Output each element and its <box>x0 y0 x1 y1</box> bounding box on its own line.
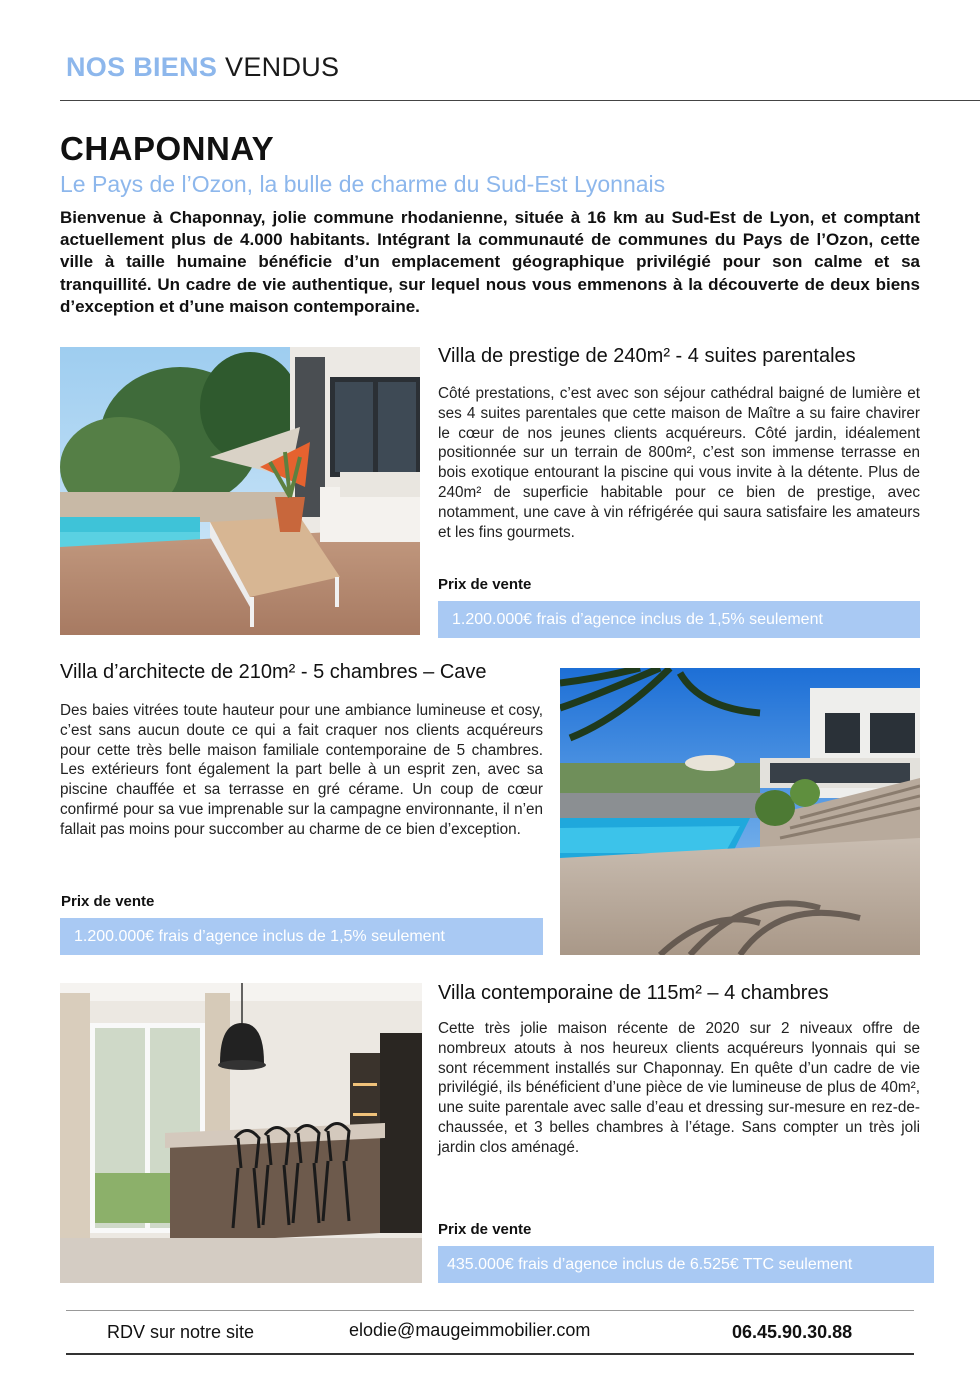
footer-email[interactable]: elodie@maugeimmobilier.com <box>349 1320 591 1340</box>
property-3-title: Villa contemporaine de 115m² – 4 chambres <box>438 982 829 1004</box>
villa-contemporaine-photo <box>60 983 422 1283</box>
footer-site-link[interactable]: RDV sur notre site <box>107 1322 255 1342</box>
property-2-price-label: Prix de vente <box>61 893 155 910</box>
header-accent: NOS BIENS <box>66 52 218 82</box>
page-title: CHAPONNAY <box>60 130 275 167</box>
property-3-description: Cette très jolie maison récente de 2020 sur 2 niveaux offre de nombreux atouts à nos heureux clients acquéreurs lyonnais qui se sont récemment installés sur Chaponnay. En quête d’un cadre de vie privilégié, ils bénéficient d’une pièce de vie lumineuse de plus de 40m², une suite parentale avec salle d’eau et dressing sur-mesure en rez-de-chaussée, et 3 belles chambres à l’étage. Sans compter un très joli jardin clos aménagé. <box>438 1020 920 1156</box>
page-subtitle: Le Pays de l’Ozon, la bulle de charme du Sud-Est Lyonnais <box>60 171 666 197</box>
intro-paragraph: Bienvenue à Chaponnay, jolie commune rhodanienne, située à 16 km au Sud-Est de Lyon, et comptant actuellement plus de 4.000 habitants. Intégrant la communauté de communes du Pays de l’Ozon, cette ville à taille humaine bénéficie d’un emplacement géographique privilégié pour son calme et sa tranquillité. Un cadre de vie authentique, sur lequel nous vous emmenons à la découverte de deux biens d’exception et d’une maison contemporaine. <box>60 208 920 316</box>
property-2-description: Des baies vitrées toute hauteur pour une ambiance lumineuse et cosy, c’est sans aucun doute ce qui a fait craquer nos clients acquéreurs pour cette très belle maison familiale contemporaine de 5 chambres. Les extérieurs font également la part belle à un esprit zen, avec sa piscine chauffée et sa terrasse en gré cérame. Un coup de cœur confirmé pour sa vue imprenable sur la campagne environnante, il n’en fallait pas moins pour succomber au charme de ce bien d’exception. <box>60 702 543 838</box>
footer-divider-top <box>66 1310 914 1311</box>
property-3-price: 435.000€ frais d’agence inclus de 6.525€ TTC seulement <box>438 1246 934 1283</box>
property-2-price: 1.200.000€ frais d’agence inclus de 1,5% seulement <box>60 918 543 955</box>
header-rest: VENDUS <box>225 52 340 82</box>
villa-prestige-photo <box>60 347 420 635</box>
property-1-title: Villa de prestige de 240m² - 4 suites parentales <box>438 345 856 367</box>
villa-architecte-photo <box>560 668 920 955</box>
property-2-title: Villa d’architecte de 210m² - 5 chambres – Cave <box>60 661 487 683</box>
footer-divider <box>66 1353 914 1355</box>
footer-phone[interactable]: 06.45.90.30.88 <box>732 1322 853 1342</box>
header-divider <box>60 100 980 101</box>
property-1-price-label: Prix de vente <box>438 576 532 593</box>
property-3-price-label: Prix de vente <box>438 1221 532 1238</box>
property-1-price: 1.200.000€ frais d’agence inclus de 1,5% seulement <box>438 601 920 638</box>
section-header <box>66 52 339 83</box>
property-1-description: Côté prestations, c’est avec son séjour cathédral baigné de lumière et ses 4 suites parentales que cette maison de Maître a su faire chavirer le cœur de nos jeunes clients acquéreurs. Côté jardin, idéalement positionnée sur un terrain de 800m², c’est son immense terrasse en bois exotique entourant la piscine qui vous invite à la détente. Plus de 240m² de superficie habitable pour ce bien de prestige, avec notamment, une cave à vin réfrigérée qui saura satisfaire les amateurs et les fins gourmets. <box>438 385 920 541</box>
